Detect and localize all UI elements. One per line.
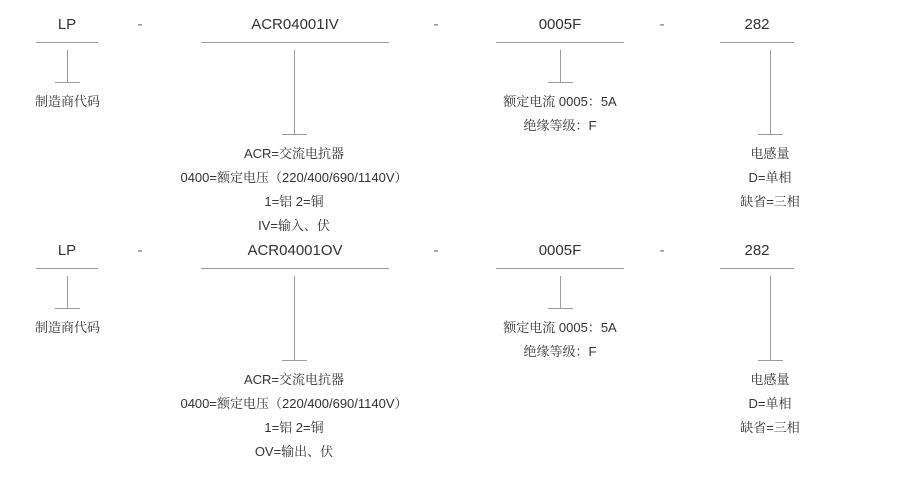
code-text: 282 <box>744 242 770 259</box>
note-group-inductance <box>690 142 850 214</box>
connector-stem-inductance <box>770 50 771 134</box>
segment-underline <box>36 42 98 43</box>
separator-dash: - <box>659 242 665 259</box>
note-group-inductance <box>690 368 850 440</box>
code-segment-inductance <box>692 240 822 269</box>
note-group-current <box>460 316 660 364</box>
note-line: 额定电流 0005：5A <box>503 320 617 335</box>
note-line: 额定电流 0005：5A <box>503 94 617 109</box>
code-segment-type <box>160 240 430 269</box>
note-line: 1=铝 2=铜 <box>264 194 324 209</box>
connector-stem-type <box>294 276 295 360</box>
code-text: 0005F <box>538 16 582 33</box>
note-line: OV=输出、伏 <box>254 444 334 459</box>
note-line: D=单相 <box>748 396 792 411</box>
note-group-manufacturer <box>0 90 135 114</box>
note-group-type <box>144 368 444 464</box>
note-line: 1=铝 2=铜 <box>264 420 324 435</box>
note-group-type <box>144 142 444 238</box>
note-line: 绝缘等级：F <box>523 118 597 133</box>
separator-dash: - <box>137 242 143 259</box>
code-block-input-reactor <box>0 14 900 233</box>
connector-cap-manufacturer <box>55 82 80 83</box>
connector-cap-inductance <box>758 134 783 135</box>
connector-stem-inductance <box>770 276 771 360</box>
connector-stem-manufacturer <box>67 276 68 308</box>
code-segment-current <box>478 14 642 43</box>
connector-stem-type <box>294 50 295 134</box>
note-line: 绝缘等级：F <box>523 344 597 359</box>
connector-cap-current <box>548 82 573 83</box>
separator-dash: - <box>137 16 143 33</box>
note-line: ACR=交流电抗器 <box>243 146 345 161</box>
connector-cap-manufacturer <box>55 308 80 309</box>
connector-cap-current <box>548 308 573 309</box>
note-line: 电感量 <box>750 146 790 161</box>
connector-cap-type <box>282 134 307 135</box>
code-segment-type <box>160 14 430 43</box>
note-line: IV=输入、伏 <box>258 218 330 233</box>
connector-cap-type <box>282 360 307 361</box>
segment-underline <box>496 42 624 43</box>
note-line: 缺省=三相 <box>740 420 800 435</box>
segment-underline <box>720 268 794 269</box>
note-group-manufacturer <box>0 316 135 340</box>
code-text: LP <box>57 242 77 259</box>
note-line: 制造商代码 <box>34 320 100 335</box>
separator-dash: - <box>433 242 439 259</box>
segment-underline <box>720 42 794 43</box>
segment-underline <box>201 268 389 269</box>
note-line: ACR=交流电抗器 <box>243 372 345 387</box>
segment-underline <box>36 268 98 269</box>
connector-cap-inductance <box>758 360 783 361</box>
separator-dash: - <box>433 16 439 33</box>
separator-dash: - <box>659 16 665 33</box>
connector-stem-current <box>560 50 561 82</box>
code-text: LP <box>57 16 77 33</box>
code-text: 0005F <box>538 242 582 259</box>
code-text: ACR04001IV <box>251 16 339 33</box>
code-segment-current <box>478 240 642 269</box>
code-row <box>0 240 900 286</box>
code-segment-manufacturer <box>18 240 116 269</box>
connector-stem-manufacturer <box>67 50 68 82</box>
code-row <box>0 14 900 60</box>
note-line: D=单相 <box>748 170 792 185</box>
note-line: 制造商代码 <box>34 94 100 109</box>
code-segment-manufacturer <box>18 14 116 43</box>
code-text: ACR04001OV <box>247 242 343 259</box>
segment-underline <box>201 42 389 43</box>
note-line: 缺省=三相 <box>740 194 800 209</box>
note-line: 电感量 <box>750 372 790 387</box>
note-line: 0400=额定电压（220/400/690/1140V） <box>180 170 408 185</box>
code-segment-inductance <box>692 14 822 43</box>
code-text: 282 <box>744 16 770 33</box>
code-block-output-reactor <box>0 240 900 459</box>
connector-stem-current <box>560 276 561 308</box>
note-group-current <box>460 90 660 138</box>
segment-underline <box>496 268 624 269</box>
note-line: 0400=额定电压（220/400/690/1140V） <box>180 396 408 411</box>
